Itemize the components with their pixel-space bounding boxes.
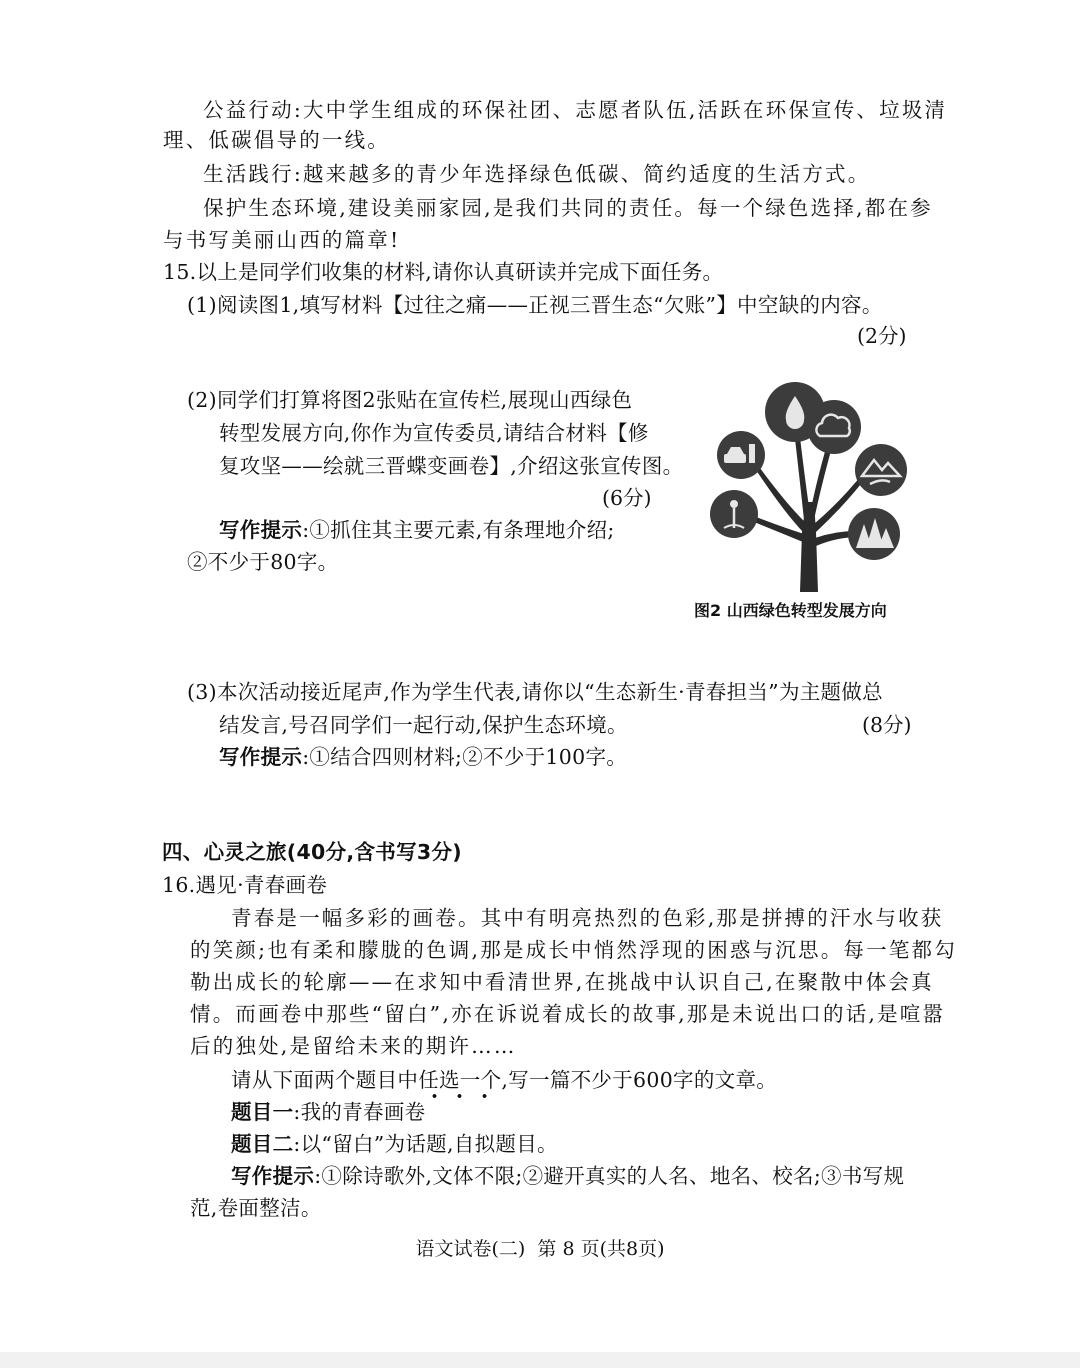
material-life-line [203, 160, 870, 188]
q16-para-line-4: 情。而画卷中那些“留白”,亦在诉说着成长的故事,那是未说出口的话,是喧嚣 [190, 1002, 946, 1026]
q15-part3-tip [219, 743, 627, 771]
material-public-line-2: 理、低碳倡导的一线。 [163, 128, 390, 152]
wind-turbine-icon [710, 490, 758, 538]
figure-caption: 图2 山西绿色转型发展方向 [694, 601, 887, 620]
q15-part2-line-1: (2)同学们打算将图2张贴在宣传栏,展现山西绿色 [187, 388, 633, 412]
topic-1-label: 题目一 [231, 1100, 294, 1124]
green-transition-tree-figure [704, 382, 926, 592]
q15-part3-score: (8分) [862, 713, 912, 737]
q16-topic-1 [231, 1098, 425, 1126]
writing-tip-text: :①抓住其主要元素,有条理地介绍; [302, 518, 615, 542]
material-protect-line-1: 保护生态环境,建设美丽家园,是我们共同的责任。每一个绿色选择,都在参 [203, 196, 933, 220]
q15-part2-line-2: 转型发展方向,你作为宣传委员,请结合材料【修 [219, 421, 649, 445]
q16-tip-line-2: 范,卷面整洁。 [190, 1196, 322, 1220]
cloud-icon [807, 400, 861, 454]
material-public-line-1 [203, 96, 947, 124]
topic-2-text: :以“留白”为话题,自拟题目。 [293, 1132, 558, 1156]
q16-topic-2 [231, 1130, 558, 1158]
writing-tip-label: 写作提示 [219, 518, 303, 542]
writing-tip-text: :①除诗歌外,文体不限;②避开真实的人名、地名、校名;③书写规 [314, 1164, 905, 1188]
material-public-text: :大中学生组成的环保社团、志愿者队伍,活跃在环保宣传、垃圾清 [293, 98, 948, 122]
topic-1-text: :我的青春画卷 [293, 1100, 426, 1124]
writing-tip-label: 写作提示 [231, 1164, 315, 1188]
q16-para-line-1: 青春是一幅多彩的画卷。其中有明亮热烈的色彩,那是拼搏的汗水与收获 [231, 906, 944, 930]
writing-tip-label: 写作提示 [219, 745, 303, 769]
section-heading: 四、心灵之旅(40分,含书写3分) [162, 840, 462, 864]
q15-part1: (1)阅读图1,填写材料【过往之痛——正视三晋生态“欠账”】中空缺的内容。 [187, 293, 883, 317]
q15-stem: 15.以上是同学们收集的材料,请你认真研读并完成下面任务。 [163, 260, 724, 284]
material-public-label: 公益行动 [203, 98, 294, 122]
mountain-road-icon [855, 444, 907, 496]
q15-part1-score: (2分) [857, 324, 907, 348]
instruction-text-end: ,写一篇不少于600字的文章。 [501, 1068, 778, 1092]
q15-part3-line-1: (3)本次活动接近尾声,作为学生代表,请你以“生态新生·青春担当”为主题做总 [187, 680, 883, 704]
q16-para-line-2: 的笑颜;也有柔和朦胧的色调,那是成长中悄然浮现的困惑与沉思。每一笔都勾 [190, 938, 957, 962]
q16-para-line-3: 勒出成长的轮廓——在求知中看清世界,在挑战中认识自己,在聚散中体会真 [190, 970, 934, 994]
q15-part2-tip-line-2: ②不少于80字。 [187, 550, 339, 574]
q15-part2-tip [219, 516, 615, 544]
q16-instruction [231, 1066, 777, 1094]
q16-title: 16.遇见·青春画卷 [162, 873, 328, 897]
topic-2-label: 题目二 [231, 1132, 294, 1156]
q15-part3-line-2: 结发言,号召同学们一起行动,保护生态环境。 [219, 713, 628, 737]
emphasis-text: 任选一个 [418, 1068, 502, 1092]
instruction-text: 请从下面两个题目中 [231, 1068, 419, 1092]
q15-part2-score: (6分) [602, 486, 652, 510]
q15-part2-line-3: 复攻坚——绘就三晋蝶变画卷】,介绍这张宣传图。 [219, 454, 684, 478]
material-protect-line-2: 与书写美丽山西的篇章! [163, 228, 401, 252]
writing-tip-text: :①结合四则材料;②不少于100字。 [302, 745, 628, 769]
q16-tip [231, 1162, 904, 1190]
bottom-band [0, 1352, 1080, 1368]
material-life-text: :越来越多的青少年选择绿色低碳、简约适度的生活方式。 [293, 162, 871, 186]
car-charging-icon [717, 431, 765, 479]
material-life-label: 生活践行 [203, 162, 294, 186]
page-footer: 语文试卷(二) 第 8 页(共8页) [415, 1238, 665, 1260]
q16-para-line-5: 后的独处,是留给未来的期许…… [190, 1034, 517, 1058]
forest-icon [848, 508, 900, 560]
